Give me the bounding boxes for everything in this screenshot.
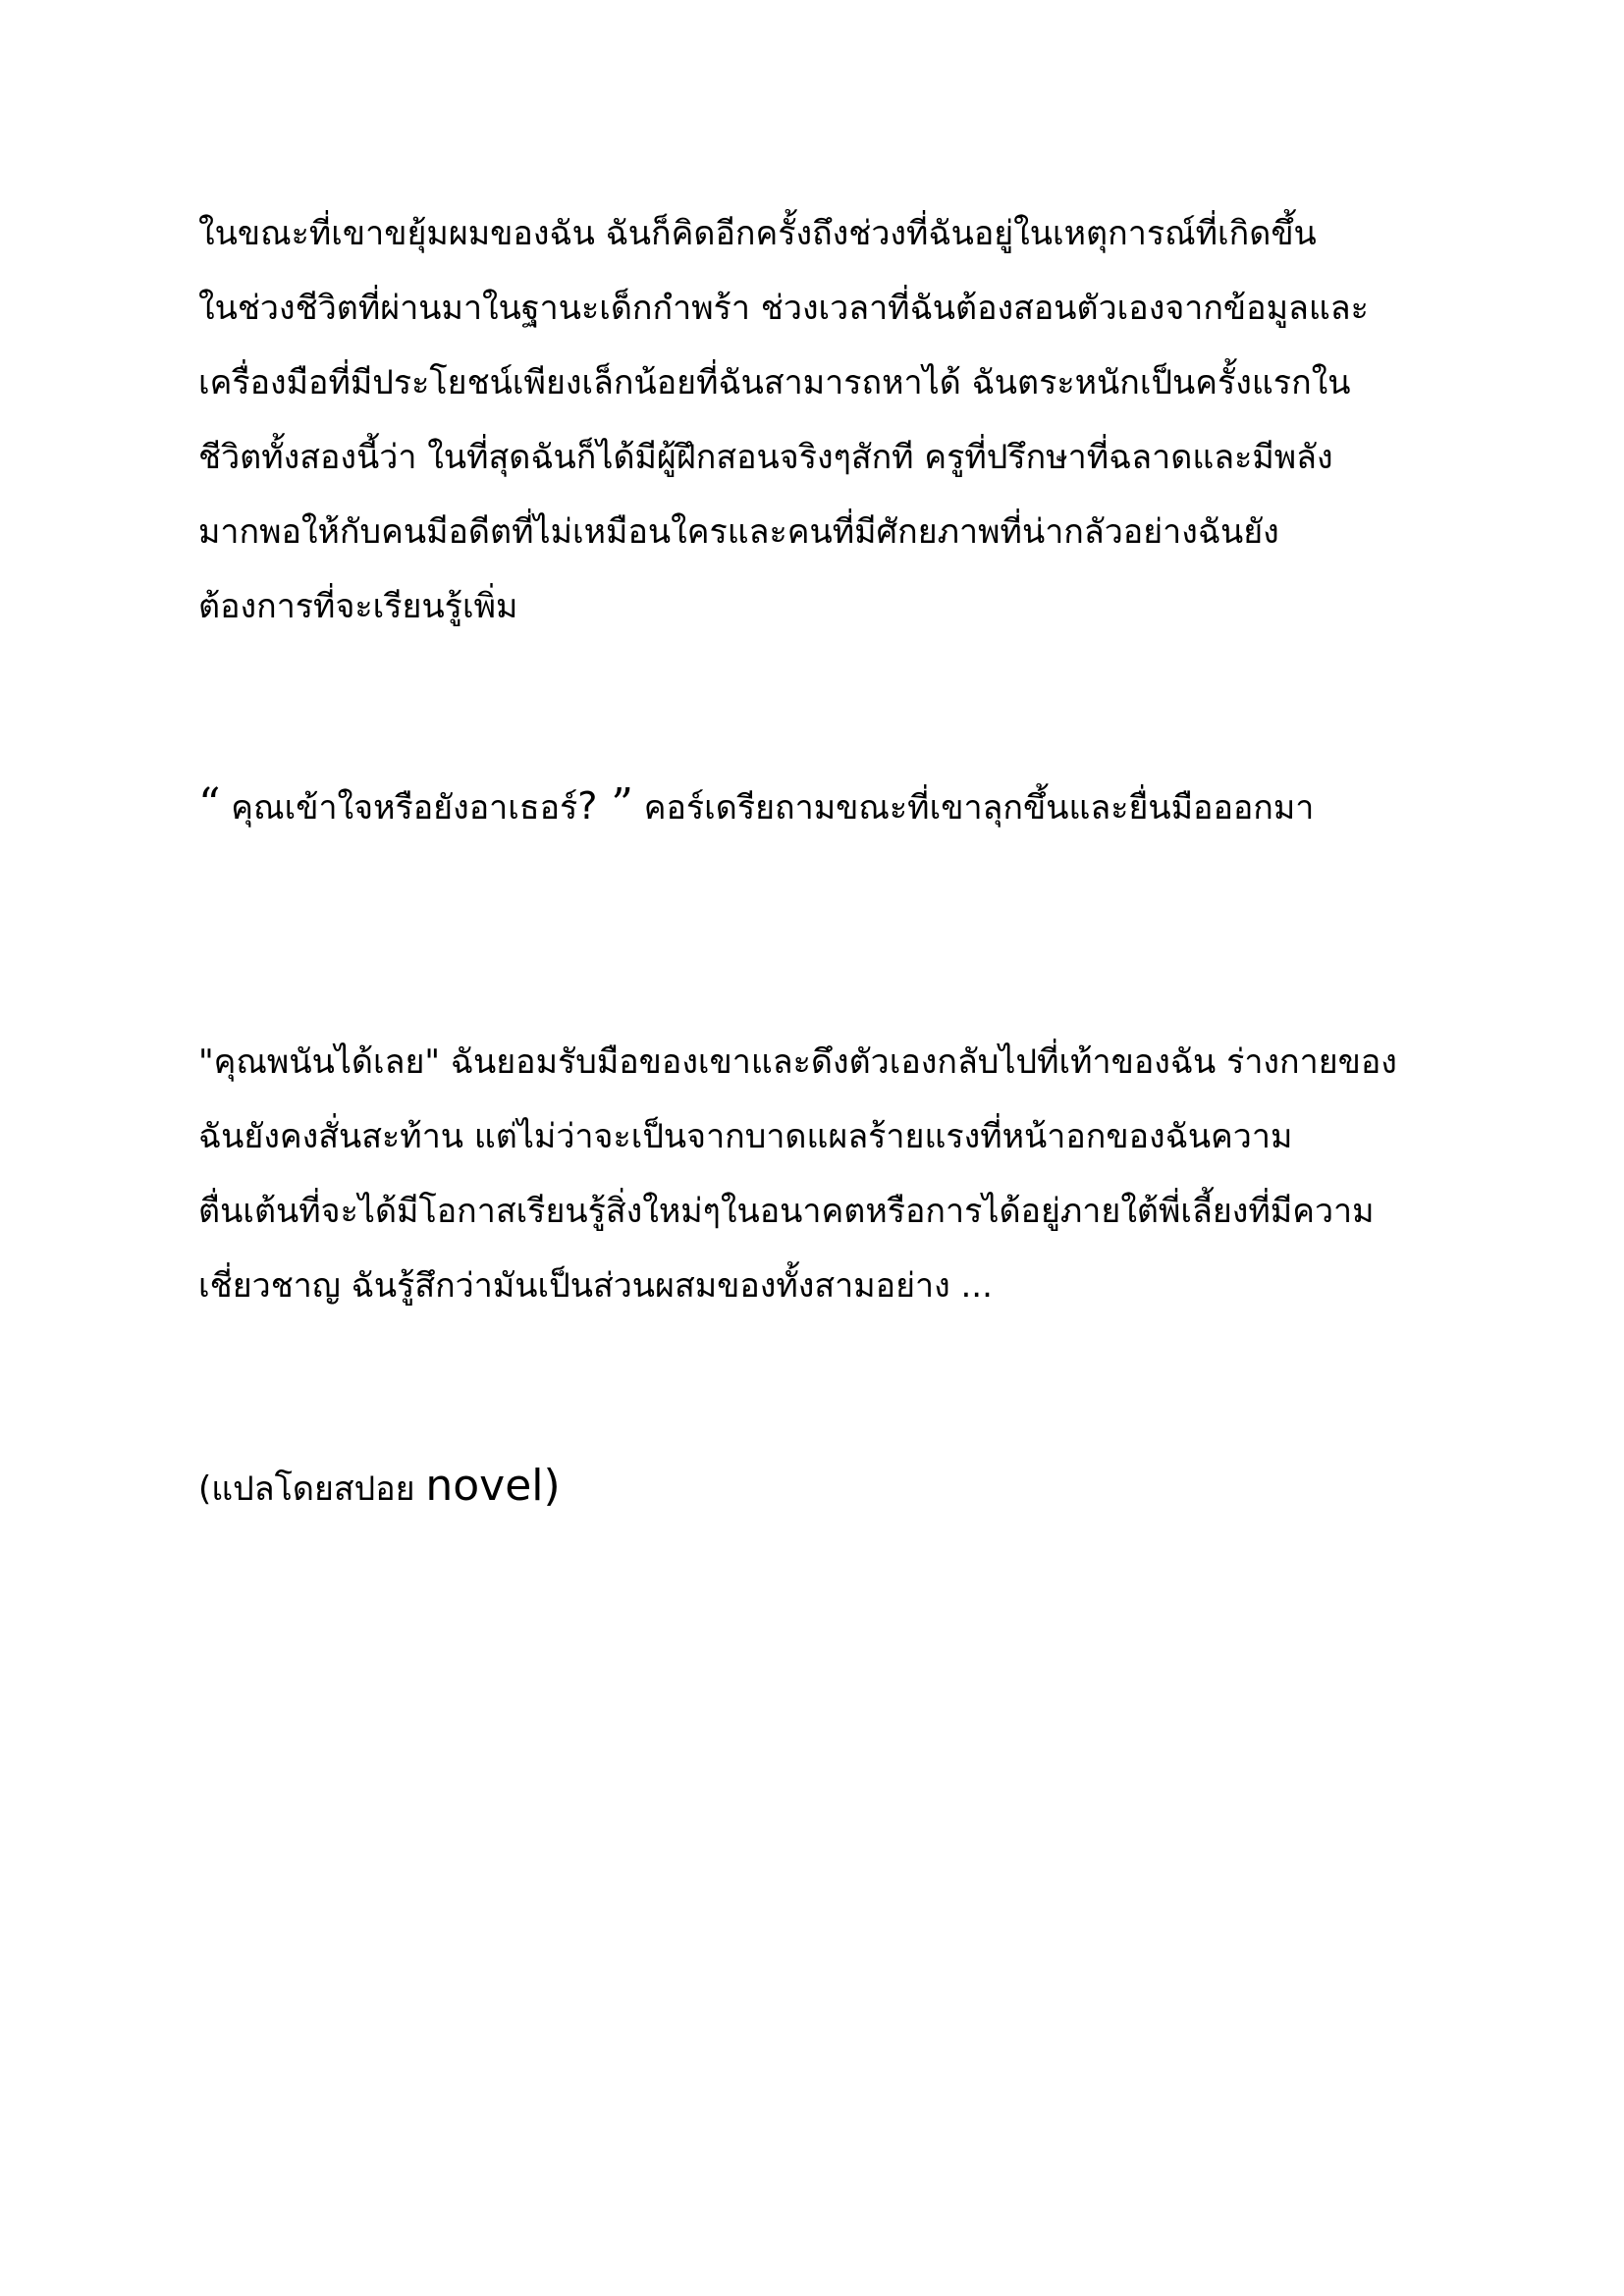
paragraph-1-line-5: มากพอให้กับคนมีอดีตที่ไม่เหมือนใครและคนที่มีศักยภาพที่น่ากลัวอย่างฉันยัง xyxy=(198,512,1279,552)
dialogue-line xyxy=(198,781,1314,831)
paragraph-1-line-1: ในขณะที่เขาขยุ้มผมของฉัน ฉันก็คิดอีกครั้งถึงช่วงที่ฉันอยู่ในเหตุการณ์ที่เกิดขึ้น xyxy=(198,214,1317,253)
dialogue-question-mark: ? xyxy=(577,784,598,828)
dialogue-speech: คุณเข้าใจหรือยังอาเธอร์ xyxy=(220,788,578,828)
dialogue-narration: คอร์เดรียถามขณะที่เขาลุกขึ้นและยื่นมือออกมา xyxy=(632,788,1315,828)
paragraph-1-line-2: ในช่วงชีวิตที่ผ่านมาในฐานะเด็กกำพร้า ช่วงเวลาที่ฉันต้องสอนตัวเองจากข้อมูลและ xyxy=(198,289,1369,328)
credit-prefix: (แปลโดยสปอย xyxy=(198,1469,426,1509)
paragraph-1-line-4: ชีวิตทั้งสองนี้ว่า ในที่สุดฉันก็ได้มีผู้ฝึกสอนจริงๆสักที ครูที่ปรึกษาที่ฉลาดและมีพลัง xyxy=(198,438,1333,477)
paragraph-2-line-2: ฉันยังคงสั่นสะท้าน แต่ไม่ว่าจะเป็นจากบาดแผลร้ายแรงที่หน้าอกของฉันความ xyxy=(198,1117,1293,1156)
paragraph-2-line-3: ตื่นเต้นที่จะได้มีโอกาสเรียนรู้สิ่งใหม่ๆในอนาคตหรือการได้อยู่ภายใต้พี่เลี้ยงที่มีความ xyxy=(198,1192,1375,1231)
paragraph-1-line-3: เครื่องมือที่มีประโยชน์เพียงเล็กน้อยที่ฉันสามารถหาได้ ฉันตระหนักเป็นครั้งแรกใน xyxy=(198,363,1351,402)
close-quote: ” xyxy=(597,779,633,829)
credit-latin: novel) xyxy=(425,1461,561,1511)
open-quote: “ xyxy=(198,779,221,829)
paragraph-2-line-1: "คุณพนันได้เลย" ฉันยอมรับมือของเขาและดึงตัวเองกลับไปที่เท้าของฉัน ร่างกายของ xyxy=(198,1042,1397,1082)
translator-credit xyxy=(198,1463,561,1513)
paragraph-2-line-4: เชี่ยวชาญ ฉันรู้สึกว่ามันเป็นส่วนผสมของทั้งสามอย่าง ... xyxy=(198,1266,993,1306)
paragraph-1-line-6: ต้องการที่จะเรียนรู้เพิ่ม xyxy=(198,587,518,626)
